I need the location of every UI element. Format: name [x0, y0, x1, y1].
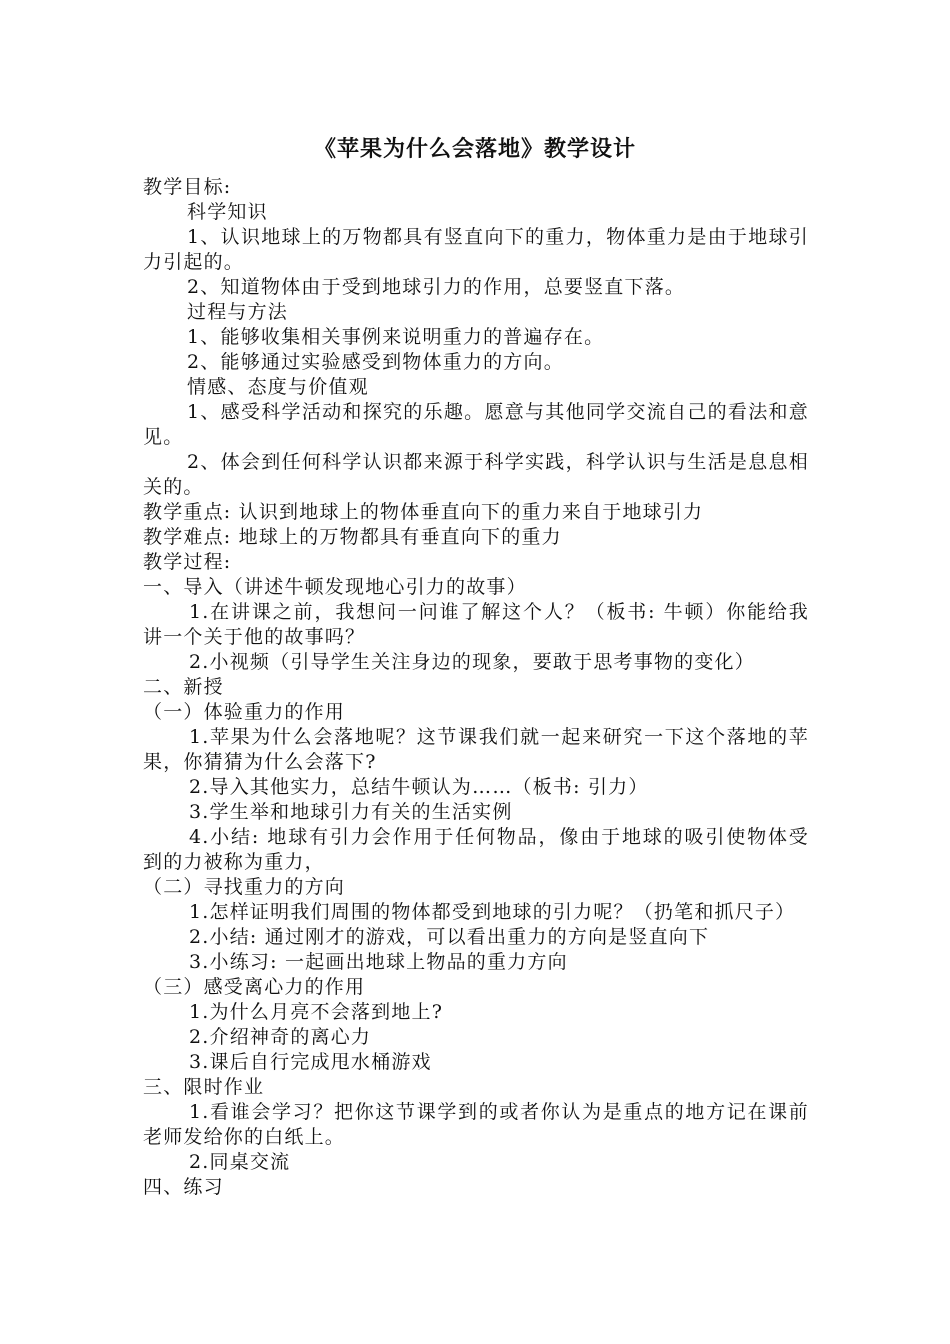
list-item: 3.课后自行完成甩水桶游戏 [189, 1051, 432, 1073]
list-item: 4.小结: 地球有引力会作用于任何物品，像由于地球的吸引使物体受到的力被称为重力， [143, 826, 809, 873]
teaching-difficulty: 教学难点: 地球上的万物都具有垂直向下的重力 [143, 526, 562, 548]
list-item: 3.学生举和地球引力有关的生活实例 [189, 801, 513, 823]
paragraph: 2、体会到任何科学认识都来源于科学实践，科学认识与生活是息息相关的。 [143, 451, 809, 498]
document-title: 《苹果为什么会落地》教学设计 [313, 137, 636, 162]
subsection-heading: （三）感受离心力的作用 [143, 976, 366, 998]
paragraph: 2、知道物体由于受到地球引力的作用，总要竖直下落。 [187, 276, 686, 298]
paragraph: 1、能够收集相关事例来说明重力的普遍存在。 [187, 326, 605, 348]
list-item: 2.小结: 通过刚才的游戏，可以看出重力的方向是竖直向下 [189, 926, 710, 948]
subsection-heading: （二）寻找重力的方向 [143, 876, 346, 898]
section-heading-process: 教学过程: [143, 551, 232, 573]
list-item: 3.小练习: 一起画出地球上物品的重力方向 [189, 951, 568, 973]
list-item: 1.苹果为什么会落地呢？这节课我们就一起来研究一下这个落地的苹果，你猜猜为什么会落下? [143, 726, 809, 773]
paragraph: 1、感受科学活动和探究的乐趣。愿意与其他同学交流自己的看法和意见。 [143, 401, 809, 448]
subheading-science-knowledge: 科学知识 [187, 201, 268, 223]
teaching-focus: 教学重点: 认识到地球上的物体垂直向下的重力来自于地球引力 [143, 501, 704, 523]
list-item: 1.在讲课之前，我想问一问谁了解这个人？（板书: 牛顿）你能给我讲一个关于他的故事吗？ [143, 601, 809, 648]
subheading-attitude-values: 情感、态度与价值观 [187, 376, 369, 398]
list-item: 1.看谁会学习？把你这节课学到的或者你认为是重点的地方记在课前老师发给你的白纸上。 [143, 1101, 809, 1148]
step-heading-homework: 三、限时作业 [143, 1076, 265, 1098]
step-heading-new-lesson: 二、新授 [143, 676, 224, 698]
list-item: 2.导入其他实力，总结牛顿认为……（板书: 引力） [189, 776, 649, 798]
section-heading-objectives: 教学目标: [143, 176, 232, 198]
paragraph: 1、认识地球上的万物都具有竖直向下的重力，物体重力是由于地球引力引起的。 [143, 226, 809, 273]
list-item: 1.为什么月亮不会落到地上? [189, 1001, 444, 1023]
document-body [143, 175, 809, 1200]
list-item: 2.小视频（引导学生关注身边的现象，要敢于思考事物的变化） [189, 651, 755, 673]
paragraph: 2、能够通过实验感受到物体重力的方向。 [187, 351, 564, 373]
step-heading-practice: 四、练习 [143, 1176, 224, 1198]
list-item: 1.怎样证明我们周围的物体都受到地球的引力呢？（扔笔和抓尺子） [189, 901, 796, 923]
subheading-process-method: 过程与方法 [187, 301, 289, 323]
subsection-heading: （一）体验重力的作用 [143, 701, 346, 723]
list-item: 2.同桌交流 [189, 1151, 291, 1173]
list-item: 2.介绍神奇的离心力 [189, 1026, 372, 1048]
step-heading-intro: 一、导入（讲述牛顿发现地心引力的故事） [143, 576, 527, 598]
